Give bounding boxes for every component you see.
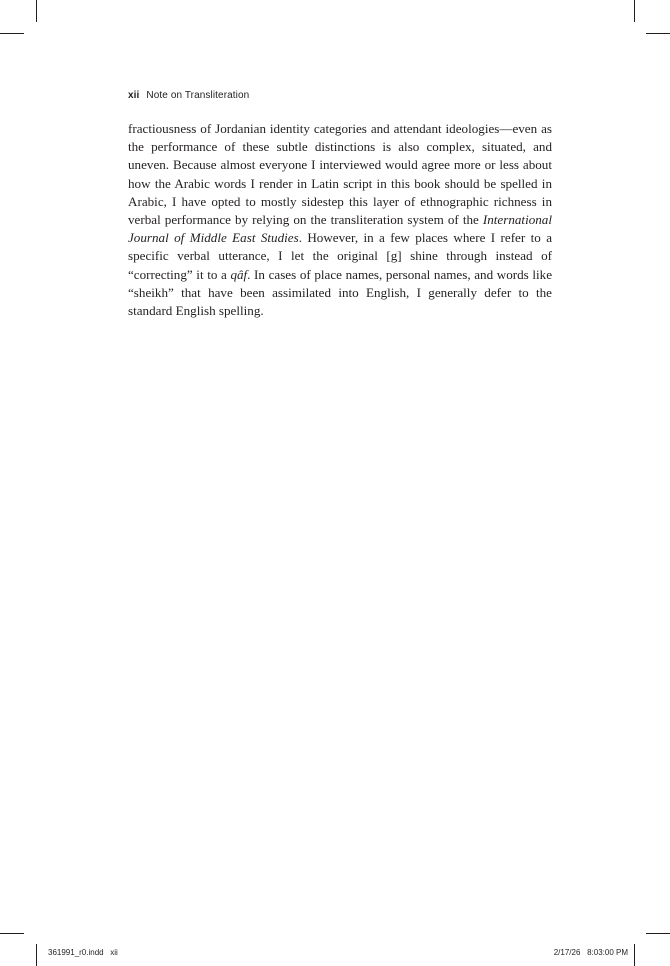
body-text-part-2: . However, in a few places where I refer to a specific verbal utterance, I let the original [g] shine through instead of “correcting” it to a: [128, 230, 553, 282]
crop-mark-bottom-left-horizontal: [0, 933, 24, 934]
crop-mark-top-left-horizontal: [0, 33, 24, 34]
body-text-part-1: fractiousness of Jordanian identity categories and attendant ideologies—even as the performance of these subtle distinctions is also complex, situated, and uneven. Because almost everyone I interviewed would agree more or less about how the Arabic words I render in Latin script in this book should be spelled in Arabic, I have opted to mostly sidestep this layer of ethnographic richness in verbal performance by relying on the transliteration system of the: [128, 121, 552, 228]
crop-mark-top-right-horizontal: [646, 33, 670, 34]
page-folio: xii: [128, 90, 140, 101]
journal-title: International Journal of Middle East Studies: [128, 212, 552, 246]
slug-datetime: 2/17/26 8:03:00 PM: [553, 948, 628, 957]
crop-mark-bottom-right-horizontal: [646, 933, 670, 934]
slug-file-info: 361991_r0.indd xii: [48, 948, 118, 957]
crop-mark-top-left-vertical: [36, 0, 37, 22]
body-paragraph: [128, 120, 552, 320]
running-head-title: Note on Transliteration: [146, 90, 250, 101]
qaf-term: qâf: [230, 266, 248, 282]
crop-mark-bottom-left-vertical: [36, 944, 37, 966]
body-text-part-3: . In cases of place names, personal names, and words like “sheikh” that have been assimilated into English, I generally defer to the standard English spelling.: [128, 266, 553, 319]
crop-mark-top-right-vertical: [634, 0, 635, 22]
running-head: [128, 90, 249, 101]
crop-mark-bottom-right-vertical: [634, 944, 635, 966]
